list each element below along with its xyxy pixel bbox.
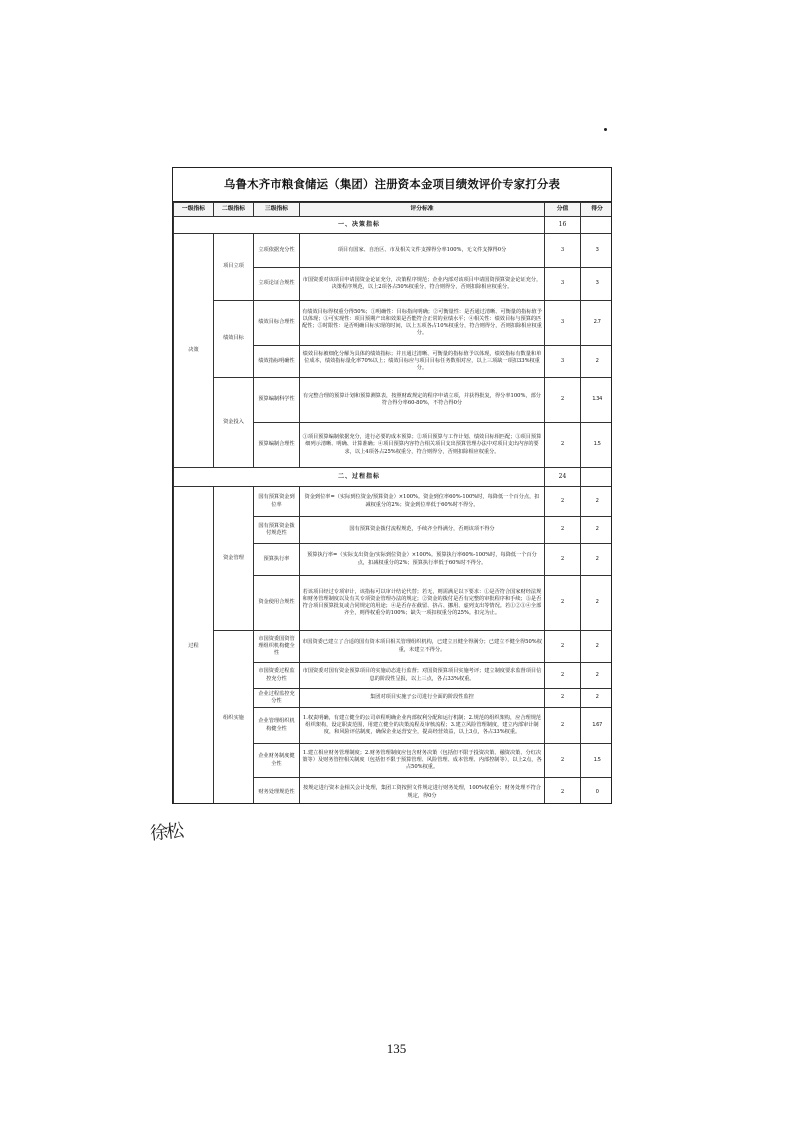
score-cell: 0 [581, 778, 613, 805]
score-cell: 3 [581, 234, 613, 268]
header-full-score: 分值 [545, 203, 581, 217]
level3-cell: 企业管理组织机构健全性 [254, 708, 300, 744]
scoring-table [173, 202, 612, 804]
handwritten-signature: 徐松 [149, 820, 184, 845]
criteria-cell: 市国资委对该项目申请国资金论证充分，决策程序规范；企业内部对该项目申请国资预算资金论证充分，决策程序规范，以上2项各占50%权重分，符合则得分，否则扣除相应权重分。 [300, 268, 545, 301]
criteria-cell: 项目有国家、自治区、市及相关文件支撑得分率100%，无文件支撑得0分 [300, 234, 545, 268]
level3-cell: 财务处理规范性 [254, 778, 300, 805]
full-score-cell: 3 [545, 346, 581, 378]
level3-cell: 立项依据充分性 [254, 234, 300, 268]
score-cell: 2 [581, 544, 613, 576]
table-row [174, 631, 613, 663]
score-cell: 1.5 [581, 423, 613, 468]
page-number: 135 [386, 1041, 407, 1056]
level3-cell: 预算执行率 [254, 544, 300, 576]
level2-cell: 资金投入 [214, 378, 254, 468]
level2-cell: 组织实施 [214, 631, 254, 805]
section-row-decision [174, 217, 613, 234]
level3-cell: 预算编制合理性 [254, 423, 300, 468]
criteria-cell: 预算执行率=（实际支出资金/实际到位资金）×100%。预算执行率60%-100%时，每降低一个百分点，扣减权重分的2%；预算执行率低于60%时不得分。 [300, 544, 545, 576]
scan-speck [604, 128, 607, 131]
level3-cell: 市国资委过程监控充分性 [254, 663, 300, 689]
score-cell: 2 [581, 631, 613, 663]
header-level2: 二级指标 [214, 203, 254, 217]
level1-cell: 决策 [174, 234, 214, 468]
level3-cell: 企业过程监控充分性 [254, 689, 300, 708]
level3-cell: 国有预算资金到位率 [254, 487, 300, 517]
score-cell: 2 [581, 576, 613, 631]
header-level1: 一级指标 [174, 203, 214, 217]
scoring-sheet [172, 167, 612, 804]
table-row [174, 487, 613, 517]
level2-cell: 项目立项 [214, 234, 254, 301]
level1-cell: 过程 [174, 487, 214, 805]
criteria-cell: ①项目预算编制依据充分，进行必要的成本预算；②项目预算与工作计划、绩效目标相匹配；③项目预算细列示清晰、明确、计算准确；④项目预算内容符合相关项目支出预算管理办法中对项目支出内容的要求，以上4项各占25%权重分，符合则得分，否则扣除相应权重分。 [300, 423, 545, 468]
full-score-cell: 2 [545, 744, 581, 778]
criteria-cell: 市国资委已建立了合适的国有资本项目相关管理组织机构，已建立且健全得满分；已建立不健全得50%权重，未建立不得分。 [300, 631, 545, 663]
criteria-cell: 资金到位率=（实际到位资金/预算资金）×100%。资金到位率60%-100%时，每降低一个百分点，扣减权重分的2%；资金到位率低于60%时不得分。 [300, 487, 545, 517]
full-score-cell: 3 [545, 234, 581, 268]
level3-cell: 资金使用合规性 [254, 576, 300, 631]
section-row-process [174, 468, 613, 487]
criteria-cell: 市国资委对国有资金预算项目的实施动态进行监督；对国资预算项目实施考评；建立制度要求监督项目信息的阶段性呈报，以上三点，各占33%权重。 [300, 663, 545, 689]
score-cell: 3 [581, 268, 613, 301]
full-score-cell: 2 [545, 487, 581, 517]
level3-cell: 绩效目标合理性 [254, 301, 300, 346]
full-score-cell: 3 [545, 268, 581, 301]
full-score-cell: 2 [545, 663, 581, 689]
criteria-cell: 有完整合理的预算计划和预算测算表，按照财政规定的程序申请立项，并获得批复，得分率100%，部分符合得分率60-80%，不符合得0分 [300, 378, 545, 423]
level3-cell: 立项论证合规性 [254, 268, 300, 301]
full-score-cell: 2 [545, 708, 581, 744]
score-cell: 2 [581, 689, 613, 708]
full-score-cell: 2 [545, 517, 581, 544]
score-cell: 1.67 [581, 708, 613, 744]
header-row [174, 203, 613, 217]
table-row [174, 234, 613, 268]
score-cell: 1.34 [581, 378, 613, 423]
level3-cell: 国有预算资金拨付规范性 [254, 517, 300, 544]
table-row [174, 301, 613, 346]
level3-cell: 企业财务制度健全性 [254, 744, 300, 778]
score-cell: 2 [581, 346, 613, 378]
full-score-cell: 2 [545, 423, 581, 468]
section-title: 二、过程指标 [174, 468, 545, 487]
score-cell: 2.7 [581, 301, 613, 346]
level2-cell: 资金管理 [214, 487, 254, 631]
full-score-cell: 2 [545, 378, 581, 423]
header-score: 得分 [581, 203, 613, 217]
level3-cell: 绩效指标明确性 [254, 346, 300, 378]
section-score-blank [581, 468, 613, 487]
level3-cell: 预算编制科学性 [254, 378, 300, 423]
score-cell: 2 [581, 517, 613, 544]
criteria-cell: 集团对项目实施子公司进行全面的阶段性监控 [300, 689, 545, 708]
header-criteria: 评分标准 [300, 203, 545, 217]
section-total: 24 [545, 468, 581, 487]
full-score-cell: 2 [545, 778, 581, 805]
score-cell: 2 [581, 663, 613, 689]
criteria-cell: 1.权责明确，有建立健全的公司章程明确企业内部权利分配和运行机制；2.规范的组织架构，应合理规范组织架构，设定职责范围，用建立健全的决策流程及审核流程；3.建立风险管理制度，建立内部审计制度，和风险评估制度，确保企业运营安全，提高经营效益，以上3点，各占33%权重。 [300, 708, 545, 744]
full-score-cell: 2 [545, 544, 581, 576]
criteria-cell: 按规定进行资本金相关会计处理，集团工资按照文件规定进行财务处理，100%权重分；财务处理不符合规定，得0分 [300, 778, 545, 805]
criteria-cell: 绩效目标被细化分解为具体的绩效指标；并且通过清晰、可衡量的指标值予以体现，绩效指标有数量和单位成本，绩效指标量化率70%以上；绩效目标应与项目目标任务数相对应，以上三项缺一项扣33%权重分。 [300, 346, 545, 378]
criteria-cell: 1.建立相应财务管理制度；2.财务管理制度应包含财务决策（包括但不限于投资决策、融资决策、分红决策等）及财务管控相关制度（包括但不限于预算管理、风险管理、成本管理、内部控制等），以上2点，各占50%权重。 [300, 744, 545, 778]
table-row [174, 378, 613, 423]
section-title: 一、决策指标 [174, 217, 545, 234]
document-title: 乌鲁木齐市粮食储运（集团）注册资本金项目绩效评价专家打分表 [173, 168, 611, 202]
score-cell: 2 [581, 487, 613, 517]
level3-cell: 市国资委国资管理组织机构健全性 [254, 631, 300, 663]
criteria-cell: 有绩效目标得权重分得50%；①明确性：目标指向明确；②可衡量性：是否通过清晰、可衡量的指标值予以体现；③可实现性：项目预期产出和效果是否能符合正常的业绩水平；④相关性：绩效目标与预算的匹配性；⑤时限性：是否明确目标实现的时间，以上五项各占10%权重分，符合则得分，否则扣除相应权重分。 [300, 301, 545, 346]
section-total: 16 [545, 217, 581, 234]
full-score-cell: 2 [545, 689, 581, 708]
section-score-blank [581, 217, 613, 234]
full-score-cell: 2 [545, 631, 581, 663]
level2-cell: 绩效目标 [214, 301, 254, 378]
full-score-cell: 3 [545, 301, 581, 346]
full-score-cell: 2 [545, 576, 581, 631]
header-level3: 三级指标 [254, 203, 300, 217]
score-cell: 1.5 [581, 744, 613, 778]
criteria-cell: 若该项目经过专项审计，该指标可以审计结论代替；若无，则需满足以下要求：①是否符合国家财经法规和财务管理制度以及有关专项资金管理办法的规定；②资金的拨付是否有完整的审批程序和手续；③是否符合项目预算批复或合同规定的用途；④是否存在截留、挤占、挪用、虚列支出等情况。若①②③④全部齐全，则得权重分的100%；缺失一项扣权重分的25%。扣完为止。 [300, 576, 545, 631]
criteria-cell: 国有预算资金拨付流程规范，手续齐全得满分，否则该项不得分 [300, 517, 545, 544]
